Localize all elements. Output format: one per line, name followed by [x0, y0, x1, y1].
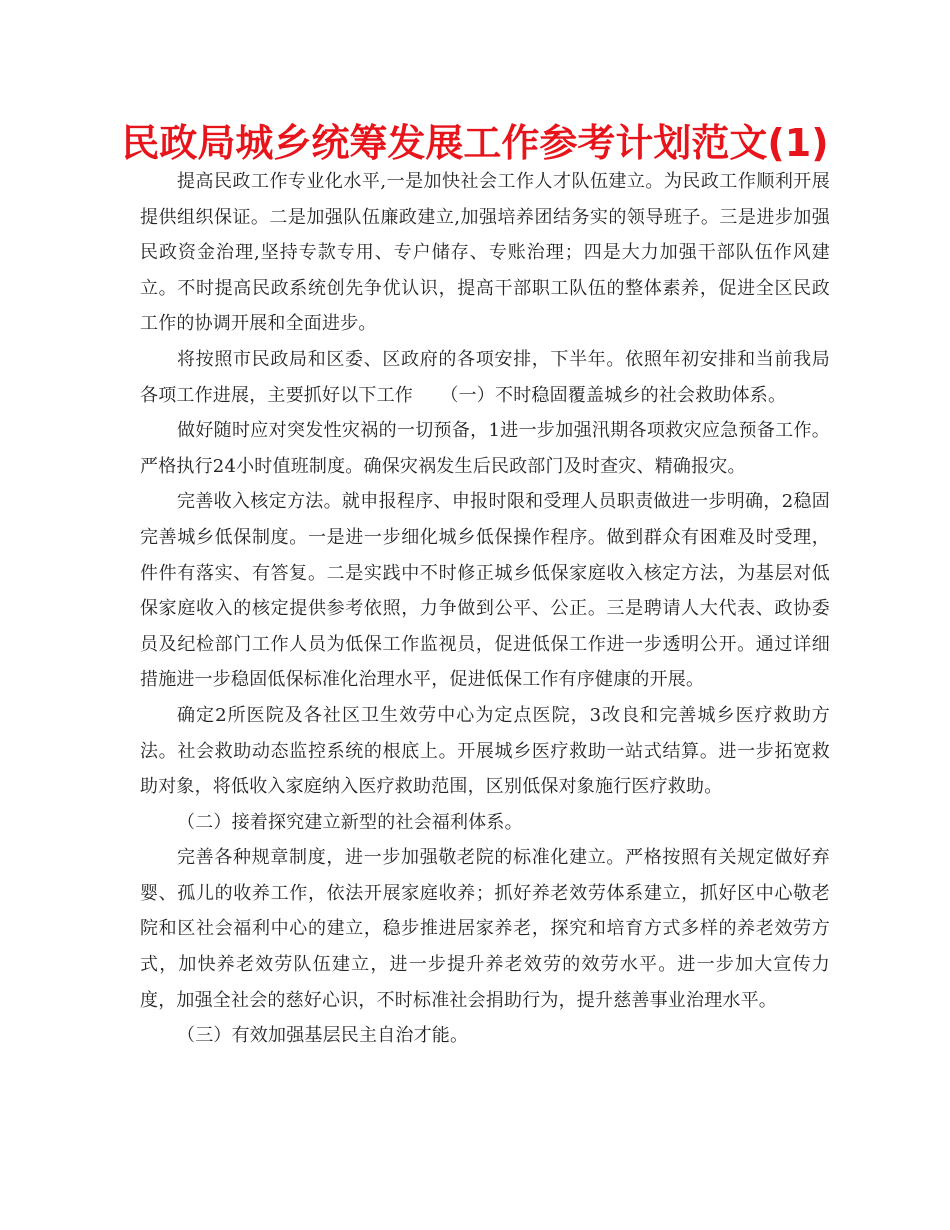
paragraph-3: 做好随时应对突发性灾祸的一切预备，1进一步加强汛期各项救灾应急预备工作。严格执行24小时值班制度。确保灾祸发生后民政部门及时查灾、精确报灾。 — [140, 420, 830, 477]
page-title: 民政局城乡统筹发展工作参考计划范文(1) — [121, 121, 829, 165]
section-heading-2: （二）接着探究建立新型的社会福利体系。 — [177, 811, 523, 833]
section-heading-3: （三）有效加强基层民主自治才能。 — [177, 1025, 469, 1047]
paragraph-4: 完善收入核定方法。就申报程序、申报时限和受理人员职责做进一步明确，2稳固完善城乡低保制度。一是进一步细化城乡低保操作程序。做到群众有困难及时受理，件件有落实、有答复。二是实践中不时修正城乡低保家庭收入核定方法，为基层对低保家庭收入的核定提供参考依照，力争做到公平、公正。三是聘请人大代表、政协委员及纪检部门工作人员为低保工作监视员，促进低保工作进一步透明公开。通过详细措施进一步稳固低保标准化治理水平，促进低保工作有序健康的开展。 — [140, 491, 830, 691]
paragraph-5: 确定2所医院及各社区卫生效劳中心为定点医院，3改良和完善城乡医疗救助方法。社会救助动态监控系统的根底上。开展城乡医疗救助一站式结算。进一步拓宽救助对象，将低收入家庭纳入医疗救助范围，区别低保对象施行医疗救助。 — [140, 704, 830, 798]
paragraph-2: 将按照市民政局和区委、区政府的各项安排，下半年。依照年初安排和当前我局各项工作进展，主要抓好以下工作 （一）不时稳固覆盖城乡的社会救助体系。 — [140, 348, 830, 406]
paragraph-1: 提高民政工作专业化水平,一是加快社会工作人才队伍建立。为民政工作顺利开展提供组织保证。二是加强队伍廉政建立,加强培养团结务实的领导班子。三是进步加强民政资金治理,坚持专款专用、专户储存、专账治理；四是大力加强干部队伍作风建立。不时提高民政系统创先争优认识，提高干部职工队伍的整体素养，促进全区民政工作的协调开展和全面进步。 — [140, 171, 830, 335]
document-body — [140, 164, 830, 1054]
paragraph-6: 完善各种规章制度，进一步加强敬老院的标准化建立。严格按照有关规定做好弃婴、孤儿的收养工作，依法开展家庭收养；抓好养老效劳体系建立，抓好区中心敬老院和区社会福利中心的建立，稳步推进居家养老，探究和培育方式多样的养老效劳方式，加快养老效劳队伍建立，进一步提升养老效劳的效劳水平。进一步加大宣传力度，加强全社会的慈好心识，不时标准社会捐助行为，提升慈善事业治理水平。 — [140, 847, 830, 1011]
